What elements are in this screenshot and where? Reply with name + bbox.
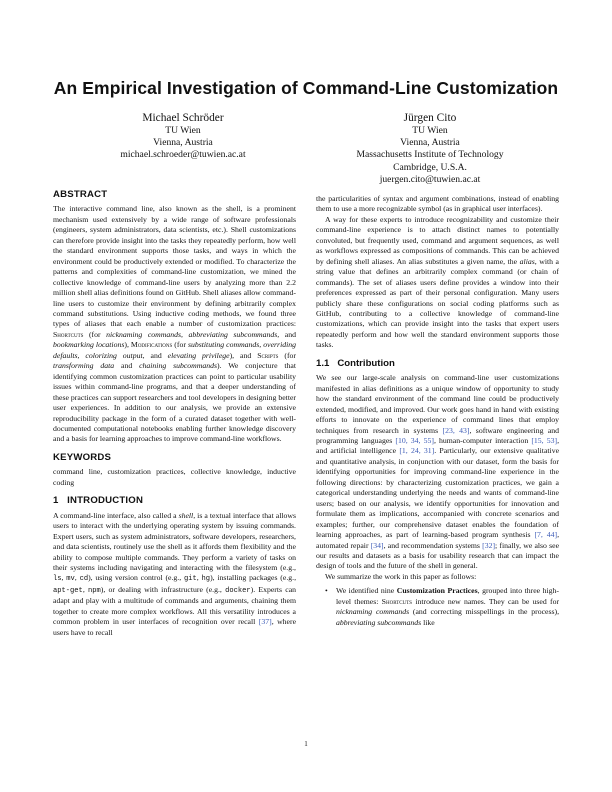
keywords-text: command line, customization practices, collective knowledge, inductive coding (53, 467, 296, 487)
citation-link[interactable]: [34] (370, 540, 384, 550)
author-location: Vienna, Austria (153, 137, 213, 149)
introduction-text-continued: the particularities of syntax and argument combinations, instead of enabling them to use a more recognizable symbol (as in graphical user interfaces). (316, 194, 559, 214)
abstract-text: The interactive command line, also known as the shell, is a prominent mechanism used extensively by a wide range of software professionals (engineers, system administrators, data scientists, etc.). Shell customizations can therefore provide insight into the tasks they repeatedly perform, how well the standard environment supports those tasks, and ways in which the environment could be productively extended or modified. To characterize the patterns and complexities of command-line customization, we mined the collective knowledge of command-line users by analyzing more than 2.2 million shell alias definitions found on GitHub. Shell aliases allow command-line users to customize their environment by defining arbitrarily complex command substitutions. Using inductive coding methods, we found three types of aliases that each enable a number of customization practices: Shortcuts (for nicknaming commands, abbreviating subcommands, and bookmarking locations), Modifications (for substituting commands, overriding defaults, colorizing output, and elevating privilege), and Scripts (for transforming data and chaining subcommands). We conjecture that identifying common customization practices can point to particular usability issues within command-line programs, and that a deeper understanding of these practices can support researchers and tool developers in designing better user experiences. In addition to our analysis, we provide an extensive reproducibility package in the form of a curated dataset together with well-documented computational notebooks enabling further knowledge discovery and a basis for learning approaches to improve command-line workflows. (53, 204, 297, 444)
author-affiliation: TU Wien (412, 125, 448, 136)
citation-link[interactable]: [7, 44] (534, 530, 558, 540)
page-number: 1 (304, 740, 308, 748)
contribution-list (316, 586, 559, 628)
introduction-paragraph-2: A way for these experts to introduce recognizability and customize their command-line experience is to attach distinct names to potentially convoluted, but frequently used, command and argument sequences, as well as workflows expressed as compositions of commands. This can be achieved by defining shell aliases. An alias substitutes a given name, the alias, with a string value that defines an arbitrarily complex command (or chain of commands). The set of aliases users define provides a window into their preferences expressed as part of their personal configuration. Many users publicly share these configurations on social coding platforms such as GitHub, contributing to a collective knowledge of command-line customizations, which can provide insight into the tasks that expert users repeatedly perform and how well the standard environment supports those tasks. (316, 214, 560, 350)
contribution-text: We see our large-scale analysis on command-line user customizations manifested in alias definitions as a unique window of opportunity to study how the standard environment of the command line could be productively extended, modified, and improved. Our work goes hand in hand with existing efforts to innovate on the experience of command lines that employ techniques from research in systems [23, 43], software engineering and programming languages [10, 34, 55], human-computer interaction [15, 53], and artificial intelligence [1, 24, 31]. Particularly, our extensive qualitative and quantitative analysis, in conjunction with our dataset, form the basis for identifying opportunities for improving command-line experience in the following directions: by characterizing customization practices, we gain a categorical understanding underlying the needs and wants of command-line users; based on our analysis, we identify opportunities for innovation and formulate them as implications, accompanied with concrete scenarios and examples; further, our comprehensive dataset enables the foundation of learning approaches, as part of learning-based program synthesis [7, 44], automated repair [34], and recommendation systems [32]; finally, we also see our results and datasets as a basis for usability research that can impact the design of tools and the future of the shell in general. (316, 373, 560, 571)
left-column (53, 190, 296, 638)
citation-link[interactable]: [15, 53] (531, 435, 558, 445)
author-location: Vienna, Austria (400, 137, 460, 149)
author-location-2: Cambridge, U.S.A. (393, 161, 467, 173)
summary-intro: We summarize the work in this paper as follows: (325, 571, 477, 581)
list-item: • We identified nine Customization Practices, grouped into three high-level themes: Shortcuts introduce new names. They can be used for nicknaming commands (and correcting misspellings in the process), abbreviating subcommands like (336, 586, 559, 628)
introduction-heading: 1 INTRODUCTION (53, 495, 144, 507)
author-2 (300, 112, 560, 186)
citation-link[interactable]: [32] (482, 540, 496, 550)
author-affiliation-2: Massachusetts Institute of Technology (356, 149, 504, 161)
author-name: Jürgen Cito (403, 112, 457, 124)
abstract-heading: ABSTRACT (53, 189, 108, 200)
author-name: Michael Schröder (142, 112, 224, 124)
citation-link[interactable]: [10, 34, 55] (395, 435, 434, 445)
contribution-heading: 1.1 Contribution (316, 357, 395, 369)
citation-link[interactable]: [23, 43] (442, 425, 470, 435)
right-column (316, 194, 559, 628)
citation-link[interactable]: [1, 24, 31] (399, 446, 435, 456)
author-email: juergen.cito@tuwien.ac.at (379, 173, 481, 185)
author-1 (53, 112, 313, 162)
author-affiliation: TU Wien (165, 125, 201, 136)
keywords-heading: KEYWORDS (53, 451, 112, 463)
introduction-text: A command-line interface, also called a shell, is a textual interface that allows users to interact with the underlying operating system by issuing commands. Expert users, such as system administrators, software developers, researchers, and data scientists, routinely use the shell as it affords them flexibility and the ability to compose multiple commands. They perform a variety of tasks on their systems including navigating and interacting with the filesystem (e.g., ls, mv, cd), using version control (e.g., git, hg), installing packages (e.g., apt-get, npm), or dealing with infrastructure (e.g., docker). Experts can adapt and play with a multitude of commands and arguments, chaining them together to create more complex workflows. All this versatility introduces a common problem in user interfaces of recognition over recall [37], where users have to recall (53, 510, 297, 637)
citation-link[interactable]: [37] (258, 617, 272, 627)
paper-title: An Empirical Investigation of Command-Line Customization (53, 78, 559, 98)
author-email: michael.schroeder@tuwien.ac.at (120, 149, 246, 161)
